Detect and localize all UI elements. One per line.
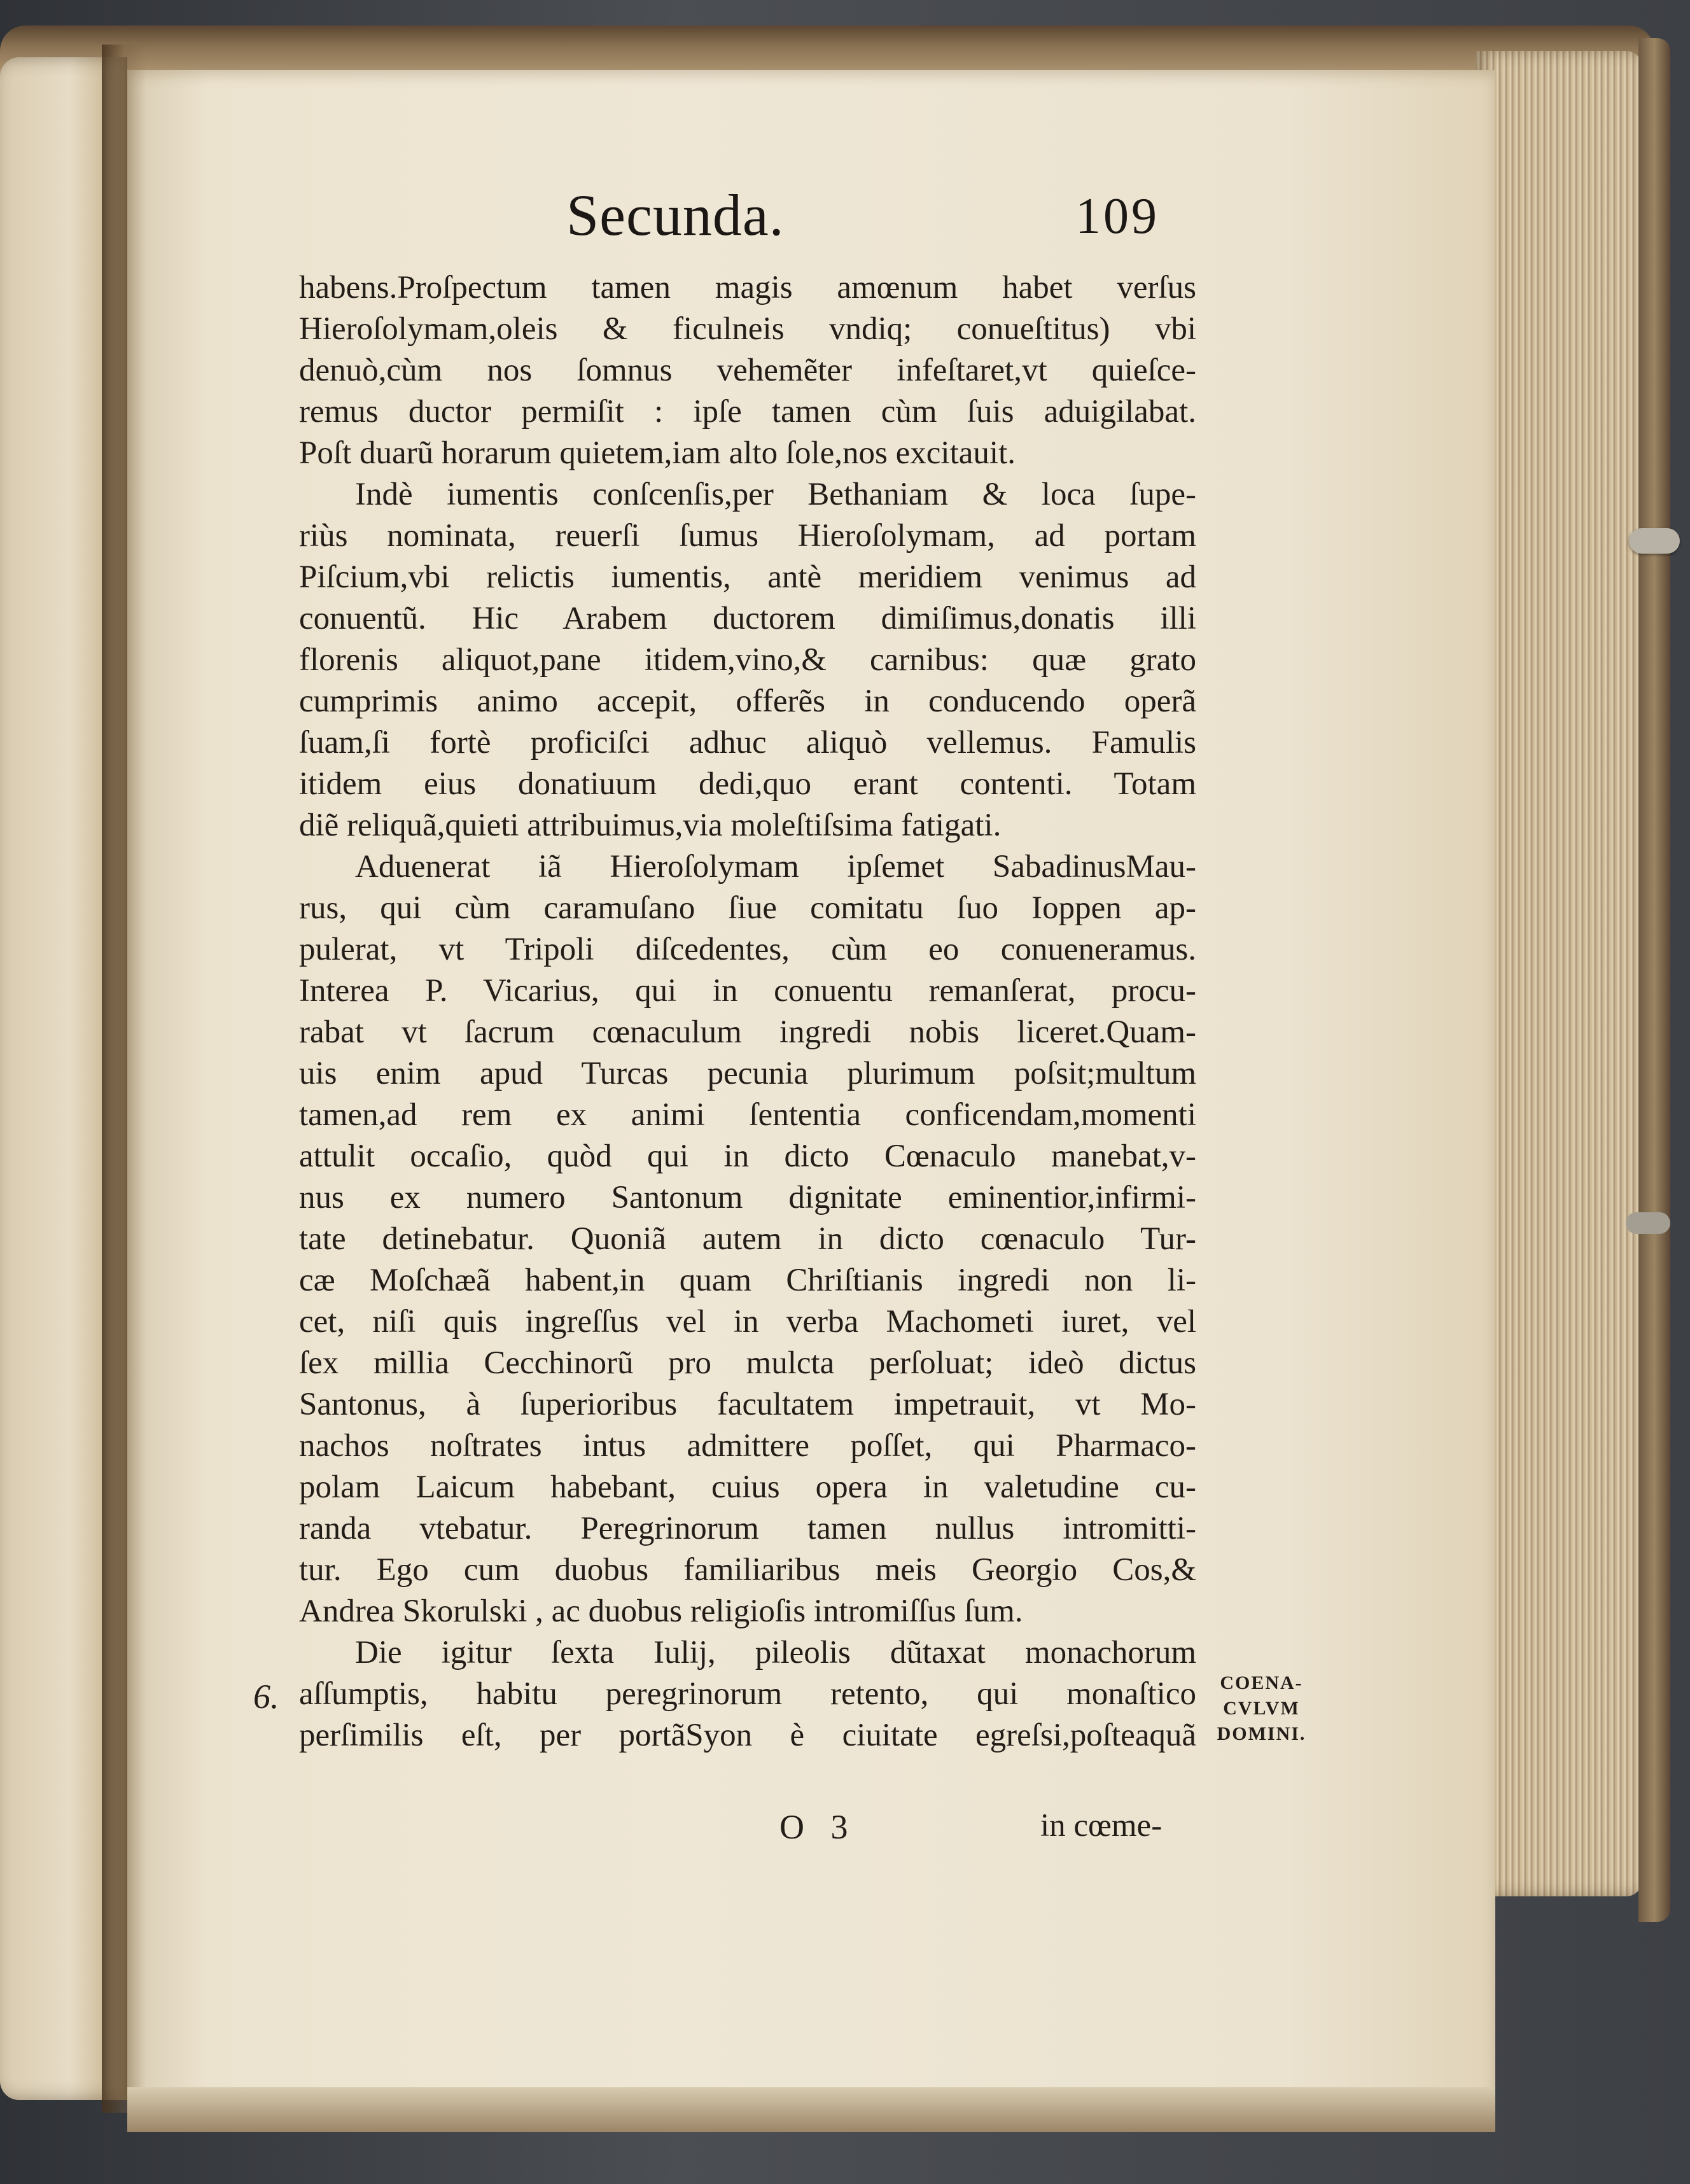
text-line: ſuam,ſi fortè proficiſci adhuc aliquò vellemus. Famulis xyxy=(299,725,1196,760)
text-line: Piſcium,vbi relictis iumentis, antè meridiem venimus ad xyxy=(299,559,1196,595)
marginal-note-line: DOMINI. xyxy=(1217,1723,1306,1744)
text-line: rus, qui cùm caramuſano ſiue comitatu ſuo Ioppen ap- xyxy=(299,890,1196,926)
book-tie-string-lower xyxy=(1626,1212,1670,1234)
right-binding xyxy=(1638,38,1670,1922)
text-line: denuò,cùm nos ſomnus vehemẽter infeſtaret,vt quieſce- xyxy=(299,353,1196,388)
marginal-note-line: CVLVM xyxy=(1223,1698,1300,1719)
text-line: nus ex numero Santonum dignitate eminentior,infirmi- xyxy=(299,1180,1196,1215)
text-line: Hieroſolymam,oleis & ficulneis vndiq; conueſtitus) vbi xyxy=(299,311,1196,347)
body-text xyxy=(299,267,1196,1756)
marginal-note-line: COENA- xyxy=(1220,1672,1303,1693)
page-number: 109 xyxy=(1075,188,1159,244)
text-line: conuentũ. Hic Arabem ductorem dimiſimus,donatis illi xyxy=(299,601,1196,636)
text-line: Indè iumentis conſcenſis,per Bethaniam & loca ſupe- xyxy=(355,477,1196,512)
catchword: in cœme- xyxy=(1040,1808,1163,1844)
text-line: pulerat, vt Tripoli diſcedentes, cùm eo conueneramus. xyxy=(299,932,1196,967)
text-line: Aduenerat iã Hieroſolymam ipſemet SabadinusMau- xyxy=(355,849,1196,885)
signature-mark: O 3 xyxy=(779,1808,857,1846)
text-line: uis enim apud Turcas pecunia plurimum poſsit;multum xyxy=(299,1056,1196,1091)
running-head: Secunda. xyxy=(566,183,785,248)
gutter-shadow xyxy=(102,45,146,2113)
text-line: florenis aliquot,pane itidem,vino,& carnibus: quæ grato xyxy=(299,642,1196,678)
text-line: cet, niſi quis ingreſſus vel in verba Machometi iuret, vel xyxy=(299,1304,1196,1340)
text-line: polam Laicum habebant, cuius opera in valetudine cu- xyxy=(299,1469,1196,1505)
text-line: attulit occaſio, quòd qui in dicto Cœnaculo manebat,v- xyxy=(299,1138,1196,1174)
text-line: habens.Proſpectum tamen magis amœnum habet verſus xyxy=(299,270,1196,305)
marginal-section-number: 6. xyxy=(253,1677,279,1716)
text-line: tur. Ego cum duobus familiaribus meis Georgio Cos,& xyxy=(299,1552,1196,1588)
text-line: cumprimis animo accepit, offerẽs in conducendo operã xyxy=(299,683,1196,719)
book-tie-string xyxy=(1629,528,1680,554)
text-line: Andrea Skorulski , ac duobus religioſis intromiſſus ſum. xyxy=(299,1593,1023,1629)
marginal-note xyxy=(1206,1670,1317,1747)
text-line: Die igitur ſexta Iulij, pileolis dũtaxat monachorum xyxy=(355,1635,1196,1670)
page-bottom-edge xyxy=(127,2087,1495,2132)
text-line: remus ductor permiſit : ipſe tamen cùm ſuis aduigilabat. xyxy=(299,394,1196,430)
page-stack-fore-edge xyxy=(1476,51,1642,1896)
text-line: tamen,ad rem ex animi ſententia conficendam,momenti xyxy=(299,1097,1196,1133)
text-line: tate detinebatur. Quoniã autem in dicto cœnaculo Tur- xyxy=(299,1221,1196,1257)
text-line: Interea P. Vicarius, qui in conuentu remanſerat, procu- xyxy=(299,973,1196,1009)
text-line: Santonus, à ſuperioribus facultatem impetrauit, vt Mo- xyxy=(299,1387,1196,1422)
text-line: riùs nominata, reuerſi ſumus Hieroſolymam, ad portam xyxy=(299,518,1196,554)
text-line: perſimilis eſt, per portãSyon è ciuitate egreſsi,poſteaquã xyxy=(299,1718,1196,1753)
text-line: cæ Moſchæã habent,in quam Chriſtianis ingredi non li- xyxy=(299,1263,1196,1298)
text-line: randa vtebatur. Peregrinorum tamen nullus intromitti- xyxy=(299,1511,1196,1546)
text-line: ſex millia Cecchinorũ pro mulcta perſoluat; ideò dictus xyxy=(299,1345,1196,1381)
text-line: Poſt duarũ horarum quietem,iam alto ſole,nos excitauit. xyxy=(299,435,1016,471)
text-line: rabat vt ſacrum cœnaculum ingredi nobis liceret.Quam- xyxy=(299,1014,1196,1050)
text-line: itidem eius donatiuum dedi,quo erant contenti. Totam xyxy=(299,766,1196,802)
text-line: diẽ reliquã,quieti attribuimus,via moleſtiſsima fatigati. xyxy=(299,808,1002,843)
text-line: aſſumptis, habitu peregrinorum retento, qui monaſtico xyxy=(299,1676,1196,1712)
text-line: nachos noſtrates intus admittere poſſet, qui Pharmaco- xyxy=(299,1428,1196,1464)
